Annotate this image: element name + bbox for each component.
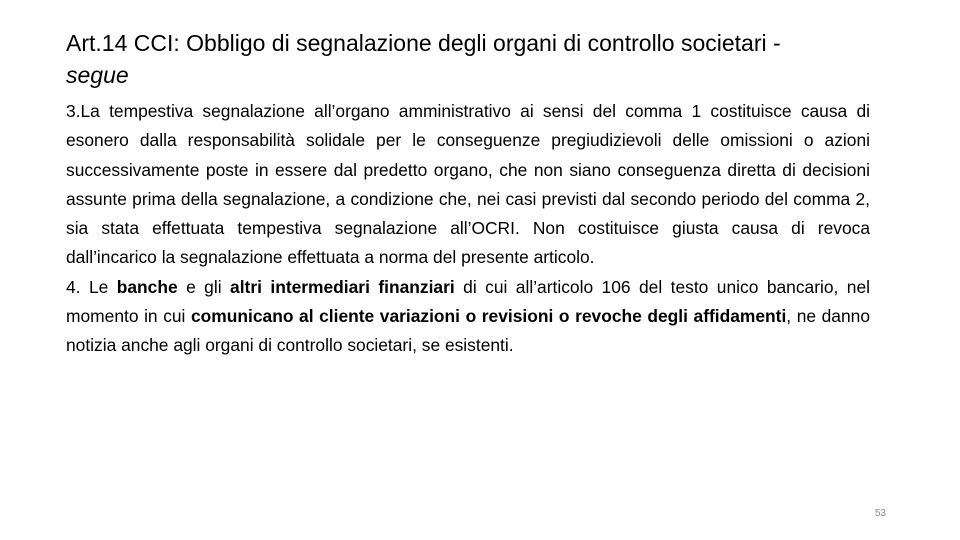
title-suffix: segue xyxy=(66,62,129,88)
p4-text-4: , ne danno notizia anche agli organi di controllo societari, se esistenti. xyxy=(66,306,870,356)
title-text: Art.14 CCI: Obbligo di segnalazione degli organi di controllo societari - xyxy=(66,30,781,56)
p4-bold-comunicano: comunicano al cliente variazioni o revisioni o revoche degli affidamenti xyxy=(191,306,787,327)
slide-title xyxy=(66,27,886,91)
p4-text-3: di cui all’articolo 106 del testo unico bancario, nel momento in cui xyxy=(66,276,871,327)
p4-text-2: e gli xyxy=(177,276,231,297)
p4-text-1: 4. Le xyxy=(66,276,117,297)
p4-bold-banche: banche xyxy=(116,276,178,297)
paragraph-comma-3: 3.La tempestiva segnalazione all’organo amministrativo ai sensi del comma 1 costituisce causa di esonero dalla responsabilità solidale per le conseguenze pregiudizievoli delle omissioni o azioni successivamente poste in essere dal predetto organo, che non siano conseguenza diretta di decisioni assunte prima della segnalazione, a condizione che, nei casi previsti dal secondo periodo del comma 2, sia stata effettuata tempestiva segnalazione all’OCRI. Non costituisce giusta causa di revoca dall’incarico la segnalazione effettuata a norma del presente articolo. xyxy=(66,101,870,268)
slide-body xyxy=(66,97,870,361)
slide-number: 53 xyxy=(874,508,886,519)
paragraph-comma-4 xyxy=(66,273,870,361)
p4-bold-intermediari: altri intermediari finanziari xyxy=(230,276,455,297)
